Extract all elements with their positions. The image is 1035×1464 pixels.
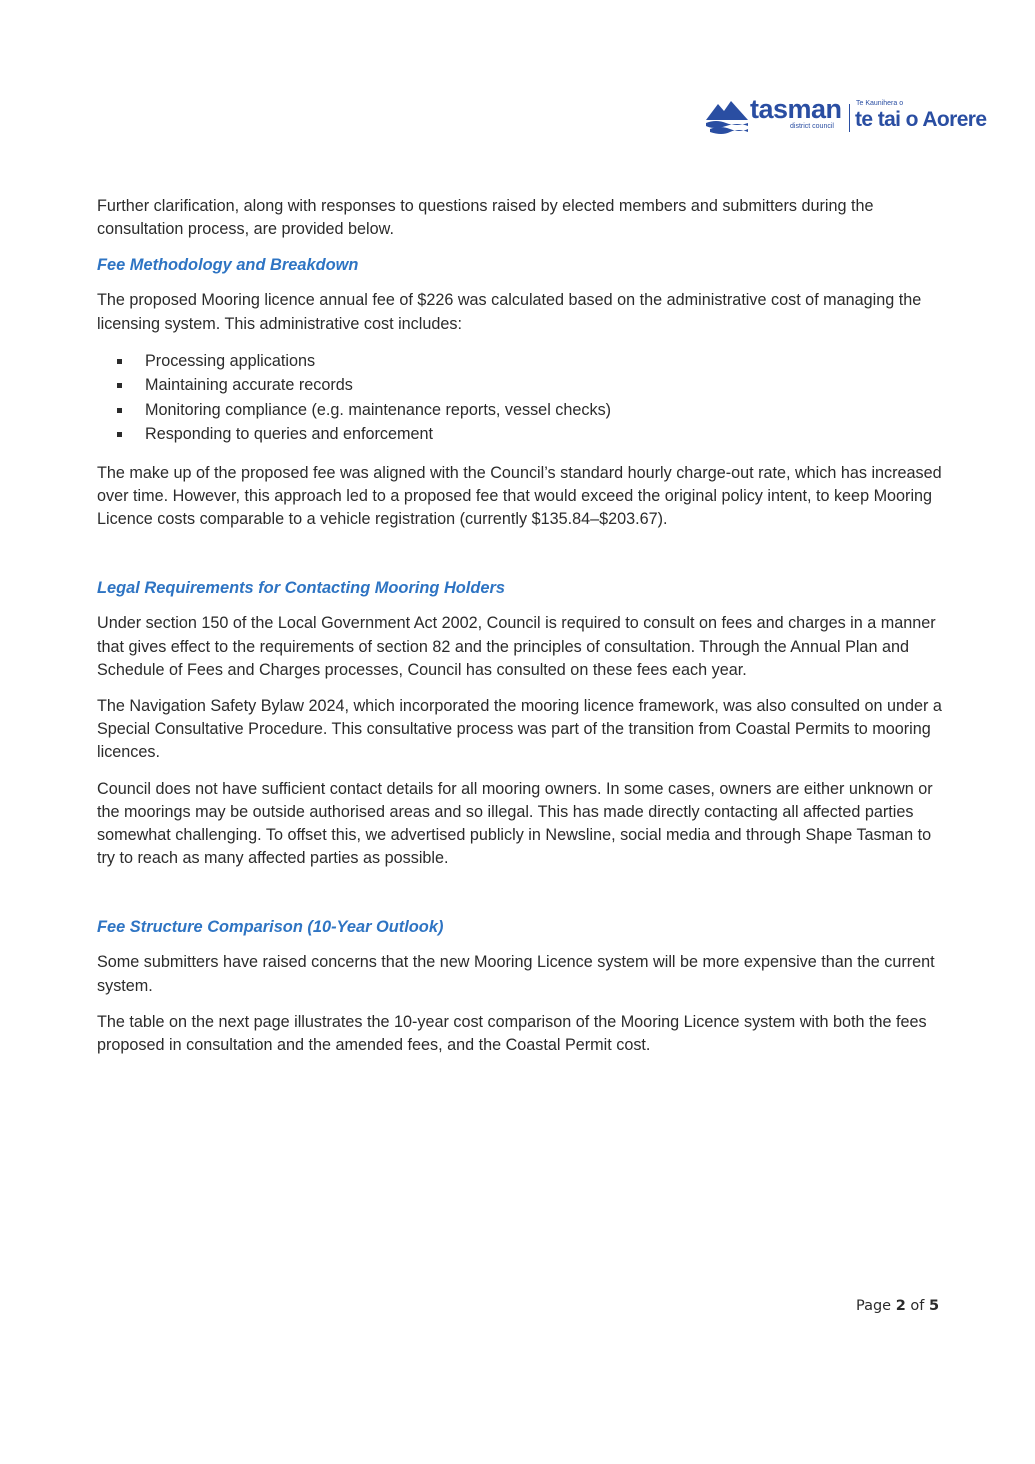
- fee-makeup-paragraph: The make up of the proposed fee was aligned with the Council’s standard hourly charge-out rate, which has increased over time. However, this approach led to a proposed fee that would exceed the original policy intent, to keep Mooring Licence costs comparable to a vehicle registration (currently $135.84–$203.67).: [97, 463, 942, 529]
- list-item: [97, 373, 942, 398]
- structure-paragraph-1: Some submitters have raised concerns that the new Mooring Licence system will be more expensive than the current system.: [97, 953, 935, 995]
- structure-paragraph-2: The table on the next page illustrates the 10-year cost comparison of the Mooring Licence system with both the fees proposed in consultation and the amended fees, and the Coastal Permit cost.: [97, 1012, 927, 1055]
- heading-fee-structure: Fee Structure Comparison (10-Year Outlook): [97, 918, 444, 937]
- page-number: [856, 1298, 939, 1314]
- legal-paragraph-3: Council does not have sufficient contact details for all mooring owners. In some cases, owners are either unknown or the moorings may be outside authorised areas and so illegal. This has made directly contacting all affected parties somewhat challenging. To offset this, we advertised publicly in Newsline, social media and through Shape Tasman to try to reach as many affected parties as possible.: [97, 779, 933, 868]
- square-bullet-icon: [117, 359, 122, 364]
- square-bullet-icon: [117, 432, 122, 437]
- fee-paragraph: The proposed Mooring licence annual fee of $226 was calculated based on the administrative cost of managing the licensing system. This administrative cost includes:: [97, 291, 922, 333]
- square-bullet-icon: [117, 408, 122, 413]
- logo-brand-text: tasman: [750, 94, 842, 124]
- logo-maori-text: te tai o Aorere: [855, 108, 987, 131]
- cost-items-list: [97, 349, 942, 447]
- list-item: [97, 349, 942, 374]
- legal-paragraph-2: The Navigation Safety Bylaw 2024, which incorporated the mooring licence framework, was also consulted on under a Special Consultative Procedure. This consultative process was part of the transition from Coastal Permits to mooring licences.: [97, 697, 942, 762]
- intro-paragraph: Further clarification, along with responses to questions raised by elected members and submitters during the consultation process, are provided below.: [97, 197, 874, 239]
- list-item-text: Monitoring compliance (e.g. maintenance reports, vessel checks): [145, 400, 612, 419]
- heading-fee-methodology: Fee Methodology and Breakdown: [97, 256, 359, 275]
- logo-maori-subtext: Te Kaunihera o: [856, 100, 904, 107]
- page-current: 2: [895, 1298, 906, 1314]
- list-item: [97, 422, 942, 447]
- logo-brand-subtext: district council: [790, 123, 834, 130]
- list-item-text: Responding to queries and enforcement: [145, 425, 433, 444]
- document-body: [97, 195, 942, 1057]
- page-total: 5: [929, 1298, 940, 1314]
- list-item: [97, 398, 942, 423]
- page-label: Page: [856, 1298, 892, 1314]
- list-item-text: Processing applications: [145, 351, 316, 370]
- mountain-sea-icon: [704, 94, 750, 134]
- tasman-logo: [704, 94, 994, 140]
- list-item-text: Maintaining accurate records: [145, 376, 353, 395]
- page-of: of: [910, 1298, 925, 1314]
- logo-divider: [849, 104, 850, 132]
- square-bullet-icon: [117, 383, 122, 388]
- heading-legal-requirements: Legal Requirements for Contacting Mooring Holders: [97, 579, 505, 598]
- legal-paragraph-1: Under section 150 of the Local Government Act 2002, Council is required to consult on fees and charges in a manner that gives effect to the requirements of section 82 and the principles of consultation. Through the Annual Plan and Schedule of Fees and Charges processes, Council has consulted on these fees each year.: [97, 614, 936, 679]
